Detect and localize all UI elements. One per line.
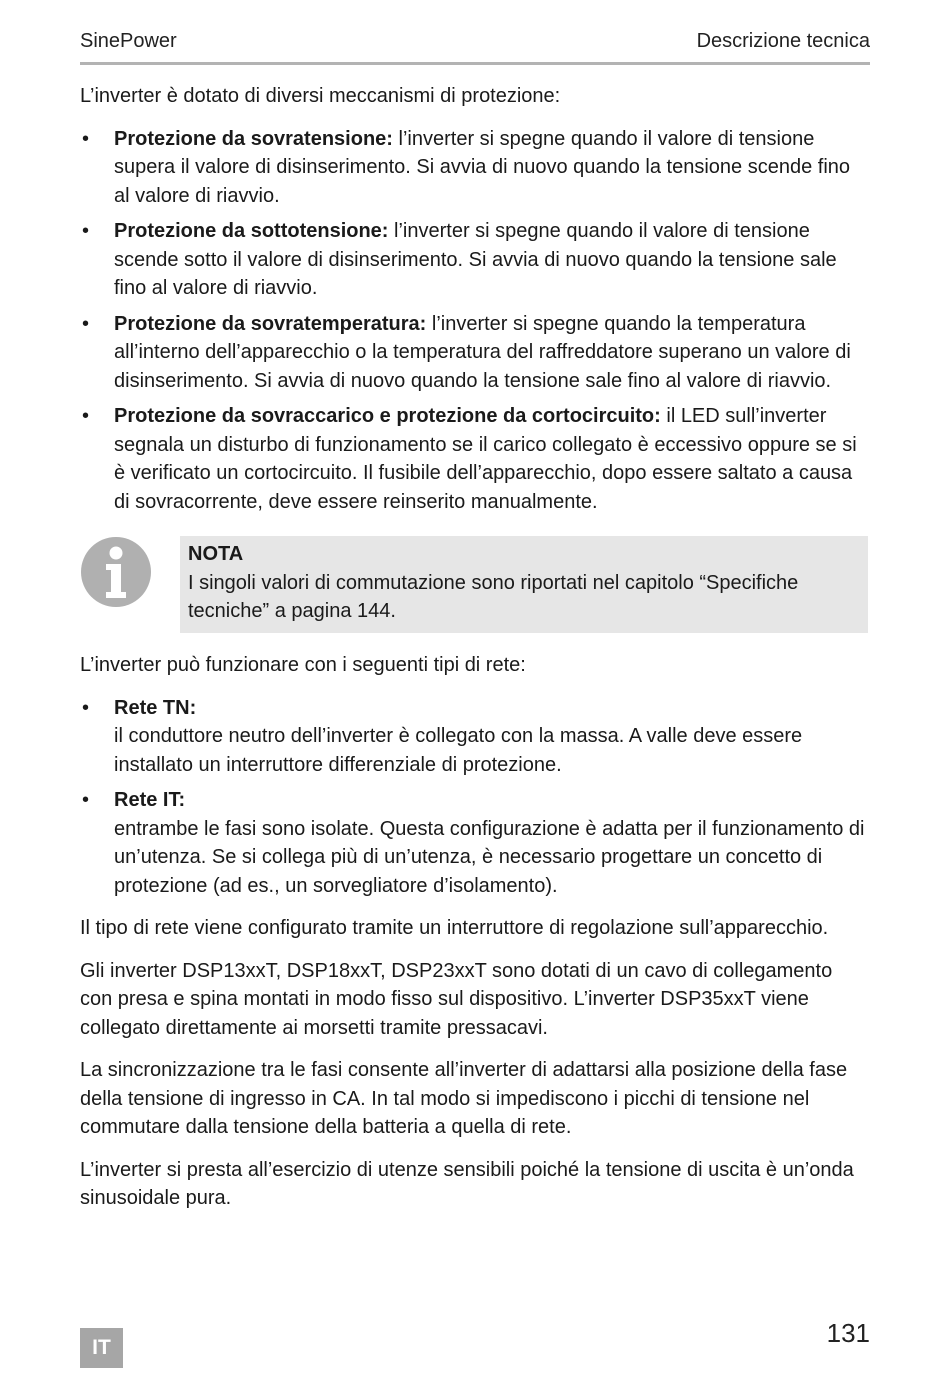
list-item-term: Rete TN:: [114, 696, 197, 719]
list-item: [80, 786, 870, 900]
list-item-term: Protezione da sovratensione:: [114, 127, 393, 150]
list-item: [80, 310, 870, 396]
list-item-term: Protezione da sottotensione:: [114, 220, 389, 242]
page-body: [80, 82, 870, 1227]
list-item-text: il conduttore neutro dell’inverter è collegato con la massa. A valle deve essere installato un interruttore differenziale di protezione.: [114, 725, 803, 776]
list-item: [80, 217, 870, 303]
list-item-text: l’inverter si spegne quando il valore di tensione scende sotto il valore di disinserimento. Si avvia di nuovo quando la tensione sale fino al valore di riavvio.: [114, 220, 837, 299]
header-product-name: SinePower: [80, 30, 177, 52]
protections-intro: L’inverter è dotato di diversi meccanismi di protezione:: [80, 85, 561, 107]
network-types-list: [80, 694, 870, 901]
body-paragraph: Il tipo di rete viene configurato tramite un interruttore di regolazione sull’apparecchio.: [80, 917, 829, 939]
list-item: [80, 125, 870, 211]
note-title: NOTA: [188, 543, 244, 565]
language-badge: IT: [80, 1328, 123, 1368]
network-intro: L’inverter può funzionare con i seguenti tipi di rete:: [80, 654, 526, 676]
list-item-text: l’inverter si spegne quando la temperatura all’interno dell’apparecchio o la temperatura del raffreddatore superano un valore di disinserimento. Si avvia di nuovo quando la tensione sale fino al valore di riavvio.: [114, 312, 851, 392]
list-item-text: il LED sull’inverter segnala un disturbo di funzionamento se il carico collegato è eccessivo oppure se si è verificato un cortocircuito. Il fusibile dell’apparecchio, dopo essere saltato a causa di sovracorrente, deve essere reinserito manualmente.: [114, 405, 857, 513]
header-section-title: Descrizione tecnica: [696, 30, 870, 52]
info-icon: [80, 536, 152, 608]
list-item-term: Protezione da sovratemperatura:: [114, 312, 427, 335]
body-paragraph: Gli inverter DSP13xxT, DSP18xxT, DSP23xxT sono dotati di un cavo di collegamento con presa e spina montati in modo fisso sul dispositivo. L’inverter DSP35xxT viene collegato direttamente ai morsetti tramite pressacavi.: [80, 959, 833, 1039]
list-item-term: Protezione da sovraccarico e protezione da cortocircuito:: [114, 405, 661, 427]
list-item: [80, 694, 870, 780]
list-item-term: Rete IT:: [114, 789, 186, 811]
note-box: [180, 536, 868, 633]
page-number: 131: [826, 1318, 870, 1348]
body-paragraph: L’inverter si presta all’esercizio di utenze sensibili poiché la tensione di uscita è un’onda sinusoidale pura.: [80, 1158, 854, 1209]
page-header: [80, 30, 870, 65]
body-paragraph: La sincronizzazione tra le fasi consente all’inverter di adattarsi alla posizione della fase della tensione di ingresso in CA. In tal modo si impediscono i picchi di tensione nel commutare dalla tensione della batteria a quella di rete.: [80, 1059, 848, 1138]
protections-list: [80, 125, 870, 517]
list-item: [80, 402, 870, 516]
list-item-text: entrambe le fasi sono isolate. Questa configurazione è adatta per il funzionamento di un’utenza. Se si collega più di un’utenza, è necessario progettare un concetto di protezione (ad es., un sorvegliatore d’isolamento).: [114, 817, 865, 897]
note-callout: [80, 536, 870, 633]
list-item-text: l’inverter si spegne quando il valore di tensione supera il valore di disinserimento. Si avvia di nuovo quando la tensione scende fino al valore di riavvio.: [114, 127, 851, 207]
note-text: I singoli valori di commutazione sono riportati nel capitolo “Specifiche tecniche” a pagina 144.: [188, 571, 799, 622]
